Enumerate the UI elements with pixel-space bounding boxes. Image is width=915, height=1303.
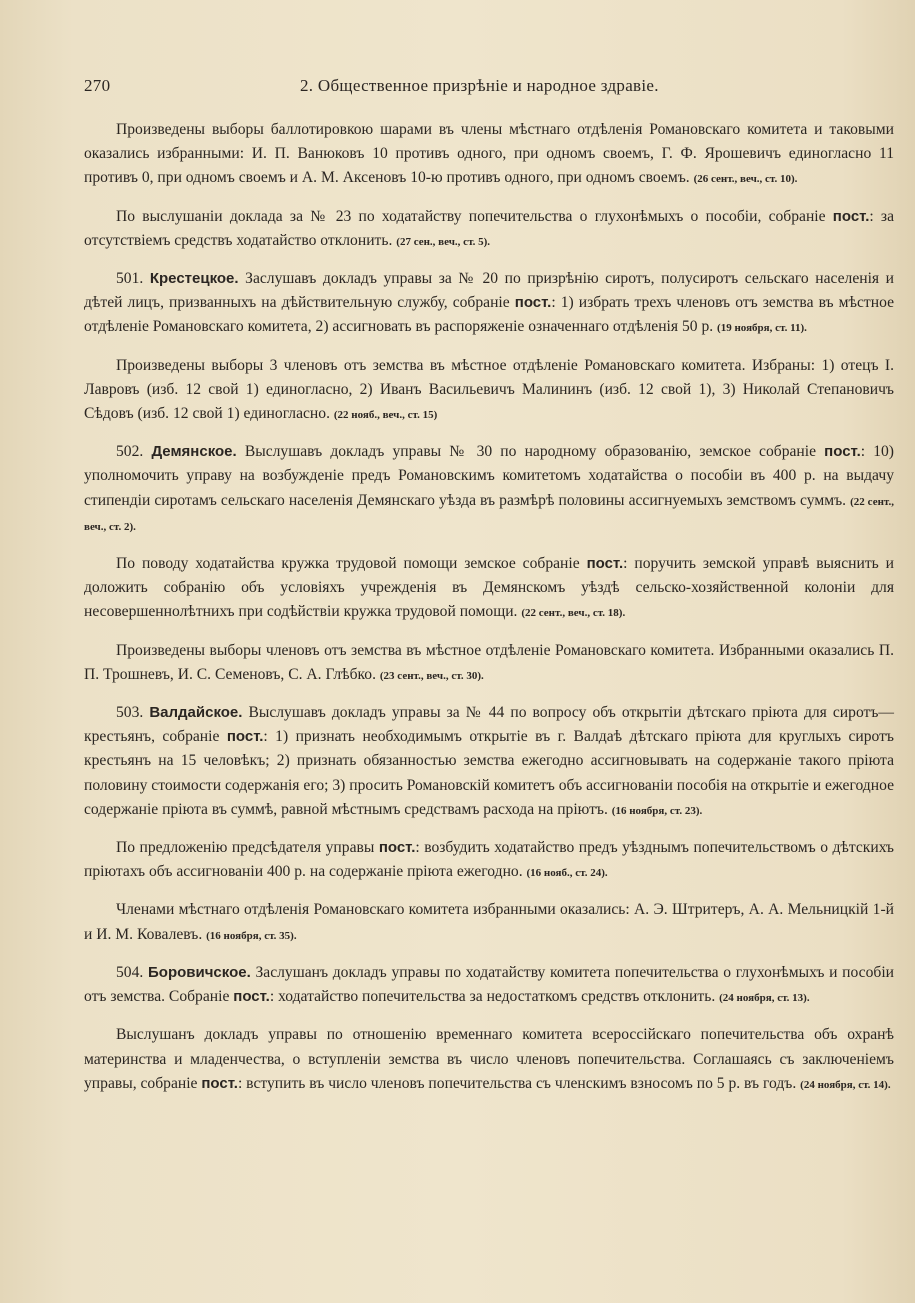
paragraph: [84, 205, 894, 254]
paragraph-text: : поручить земской управѣ выяснить и доложить собранію объ условіяхъ учрежденія въ Демянскомъ уѣздѣ сельско-хозяйственной колоніи для несовершеннолѣтнихъ при содѣйствіи кружка трудовой помощи.: [84, 555, 894, 621]
session-reference: (16 ноября, ст. 35).: [206, 929, 297, 942]
paragraph-text: : 10) уполномочить управу на возбужденіе предъ Романовскимъ комитетомъ ходатайства о пособіи въ 400 р. на выдачу стипендіи сиротамъ сельскаго населенія Демянскаго уѣзда въ размѣрѣ половины ассигнуемыхъ земствомъ суммъ.: [84, 443, 894, 509]
paragraph-text: Заслушанъ докладъ управы по ходатайству комитета попечительства о глухонѣмыхъ и пособіи отъ земства. Собраніе: [84, 963, 894, 1006]
paragraph-text: 502.: [116, 443, 152, 461]
emphasis-text: пост.: [586, 555, 624, 573]
paragraph-text: Членами мѣстнаго отдѣленія Романовскаго комитета избранными оказались: А. Э. Штритеръ, А. А. Мельницкій 1-й и И. М. Ковалевъ.: [84, 901, 894, 943]
paragraph: [84, 1023, 894, 1097]
paragraph-text: По предложенію предсѣдателя управы: [116, 839, 379, 857]
paragraph: [84, 898, 894, 947]
paragraph-text: Заслушавъ докладъ управы за № 20 по призрѣнію сиротъ, полусиротъ сельскаго населенія и дѣтей лицъ, призванныхъ на дѣйствительную службу, собраніе: [84, 270, 895, 312]
paragraph-text: По поводу ходатайства кружка трудовой помощи земское собраніе: [116, 555, 587, 573]
paragraph: [84, 440, 894, 539]
session-reference: (26 сент., веч., ст. 10).: [693, 173, 798, 186]
paragraph-text: : вступить въ число членовъ попечительства съ членскимъ взносомъ по 5 р. въ годъ.: [237, 1074, 801, 1092]
paragraph-text: Выслушавъ докладъ управы за № 44 по вопросу объ открытіи дѣтскаго пріюта для сиротъ—крестьянъ, собраніе: [84, 704, 895, 746]
emphasis-text: пост.: [514, 294, 552, 312]
emphasis-text: пост.: [824, 443, 861, 461]
paragraph-text: Выслушавъ докладъ управы № 30 по народному образованію, земское собраніе: [236, 443, 825, 461]
session-reference: (22 нояб., веч., ст. 15): [333, 409, 438, 422]
page-header: [84, 76, 894, 102]
emphasis-text: пост.: [226, 728, 264, 746]
emphasis-text: Демянское.: [151, 443, 237, 461]
paragraph: [84, 701, 894, 823]
page-number: 270: [84, 76, 111, 95]
paragraph: [84, 552, 894, 626]
paragraph-text: Выслушанъ докладъ управы по отношенію временнаго комитета всероссійскаго попечительства объ охранѣ материнства и младенчества, о вступленіи земства въ число членовъ попечительства. Соглашаясь съ заключеніемъ управы, собраніе: [84, 1026, 894, 1092]
session-reference: (24 ноября, ст. 14).: [800, 1078, 891, 1091]
session-reference: (16 нояб., ст. 24).: [526, 867, 608, 880]
emphasis-text: Валдайское.: [149, 704, 243, 722]
session-reference: (23 сент., веч., ст. 30).: [379, 669, 484, 682]
session-reference: (27 сен., веч., ст. 5).: [396, 235, 491, 248]
emphasis-text: пост.: [832, 207, 870, 225]
session-reference: (22 сент., веч., ст. 2).: [84, 495, 894, 533]
paragraph-text: : ходатайство попечительства за недостаткомъ средствъ отклонить.: [269, 988, 720, 1006]
emphasis-text: пост.: [201, 1074, 238, 1092]
paragraph-text: 501.: [116, 270, 150, 288]
page-body: [84, 118, 894, 1110]
paragraph-text: : возбудить ходатайство предъ уѣзднымъ попечительствомъ о дѣтскихъ пріютахъ объ ассигнованіи 400 р. на содержаніе пріюта ежегодно.: [84, 839, 894, 881]
paragraph-text: : 1) избрать трехъ членовъ отъ земства въ мѣстное отдѣленіе Романовскаго комитета, 2) ассигновать въ распоряженіе означеннаго отдѣленія 50 р.: [84, 294, 895, 336]
paragraph-text: Произведены выборы членовъ отъ земства въ мѣстное отдѣленіе Романовскаго комитета. Избранными оказались П. П. Трошневъ, И. С. Семеновъ, С. А. Глѣбко.: [84, 641, 894, 683]
paragraph: [84, 836, 894, 885]
paragraph-text: По выслушаніи доклада за № 23 по ходатайству попечительства о глухонѣмыхъ о пособіи, собраніе: [116, 207, 833, 225]
paragraph: [84, 354, 894, 428]
paragraph: [84, 118, 894, 192]
paragraph: [84, 639, 894, 688]
paragraph: [84, 267, 894, 341]
session-reference: (24 ноября, ст. 13).: [719, 992, 810, 1005]
paragraph-text: : за отсутствіемъ средствъ ходатайство отклонить.: [84, 207, 895, 249]
paragraph-text: 503.: [116, 704, 150, 722]
paragraph-text: Произведены выборы 3 членовъ отъ земства въ мѣстное отдѣленіе Романовскаго комитета. Избраны: 1) отецъ І. Лавровъ (изб. 12 свой 1) единогласно, 2) Иванъ Васильевичъ Малининъ (изб. 12 свой 1), 3) Николай Степановичъ Сѣдовъ (изб. 12 свой 1) единогласно.: [84, 356, 894, 423]
session-reference: (22 сент., веч., ст. 18).: [521, 607, 626, 620]
paragraph-text: Произведены выборы баллотировкою шарами въ члены мѣстнаго отдѣленія Романовскаго комитета и таковыми оказались избранными: И. П. Ванюковъ 10 противъ одного, при одномъ своемъ, Г. Ф. Ярошевичъ единогласно 11 противъ 0, при одномъ своемъ и А. М. Аксеновъ 10-ю противъ одного, при одномъ своемъ.: [84, 121, 894, 187]
session-reference: (19 ноября, ст. 11).: [717, 322, 807, 335]
emphasis-text: Боровичское.: [148, 963, 251, 981]
paragraph: [84, 961, 894, 1010]
paragraph-text: : 1) признать необходимымъ открытіе въ г. Валдаѣ дѣтскаго пріюта для круглыхъ сиротъ крестьянъ на 15 человѣкъ; 2) признать обязанностью земства ежегодно ассигновывать на содержаніе такого пріюта половину стоимости содержанія его; 3) просить Романовскій комитетъ объ ассигнованіи пособія на открытіе и ежегодное содержаніе пріюта въ суммѣ, равной мѣстнымъ средствамъ расхода на пріютъ.: [84, 728, 894, 818]
emphasis-text: пост.: [233, 988, 270, 1006]
running-title: 2. Общественное призрѣніе и народное здравіе.: [300, 76, 659, 95]
emphasis-text: пост.: [378, 839, 416, 857]
emphasis-text: Крестецкое.: [149, 270, 239, 288]
session-reference: (16 ноября, ст. 23).: [611, 804, 703, 817]
paragraph-text: 504.: [116, 963, 148, 981]
